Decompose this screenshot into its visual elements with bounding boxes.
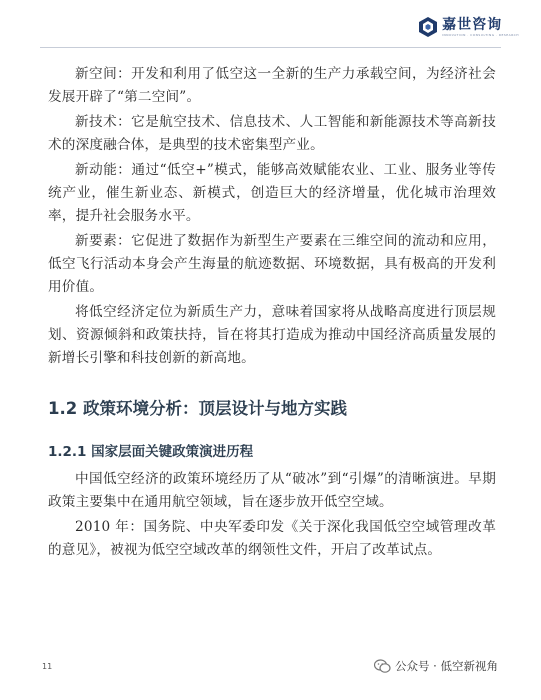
body-paragraph: 新动能：通过“低空+”模式，能够高效赋能农业、工业、服务业等传统产业，催生新业态、新模式，创造巨大的经济增量，优化城市治理效率，提升社会服务水平。 <box>48 162 496 224</box>
body-paragraph: 新空间：开发和利用了低空这一全新的生产力承载空间，为经济社会发展开辟了“第二空间”。 <box>48 66 496 105</box>
section-heading: 1.2 政策环境分析：顶层设计与地方实践 <box>48 399 347 418</box>
page-content <box>48 63 496 564</box>
body-paragraph: 新技术：它是航空技术、信息技术、人工智能和新能源技术等高新技术的深度融合体，是典型的技术密集型产业。 <box>48 114 496 153</box>
wechat-watermark <box>374 656 498 676</box>
brand-name: 嘉世咨询 <box>442 16 503 33</box>
page-header <box>0 0 541 46</box>
header-divider <box>40 47 501 48</box>
body-paragraph: 新要素：它促进了数据作为新型生产要素在三维空间的流动和应用，低空飞行活动本身会产生海量的航迹数据、环境数据，具有极高的开发利用价值。 <box>48 233 496 295</box>
brand-tagline: INNOVATION · CONSULTING · RESEARCH <box>442 32 519 37</box>
brand-logo <box>418 14 519 40</box>
page-number: 11 <box>42 662 53 671</box>
body-paragraph: 中国低空经济的政策环境经历了从“破冰”到“引爆”的清晰演进。早期政策主要集中在通用航空领域，旨在逐步放开低空空域。 <box>48 471 496 510</box>
watermark-text: 公众号 · 低空新视角 <box>395 659 498 673</box>
subsection-heading: 1.2.1 国家层面关键政策演进历程 <box>48 444 254 460</box>
brand-mark-icon <box>418 16 438 38</box>
body-paragraph: 将低空经济定位为新质生产力，意味着国家将从战略高度进行顶层规划、资源倾斜和政策扶持，旨在将其打造成为推动中国经济高质量发展的新增长引擎和科技创新的新高地。 <box>48 304 496 366</box>
body-paragraph: 2010 年：国务院、中央军委印发《关于深化我国低空空域管理改革的意见》，被视为低空空域改革的纲领性文件，开启了改革试点。 <box>48 519 496 558</box>
wechat-icon <box>374 659 391 674</box>
